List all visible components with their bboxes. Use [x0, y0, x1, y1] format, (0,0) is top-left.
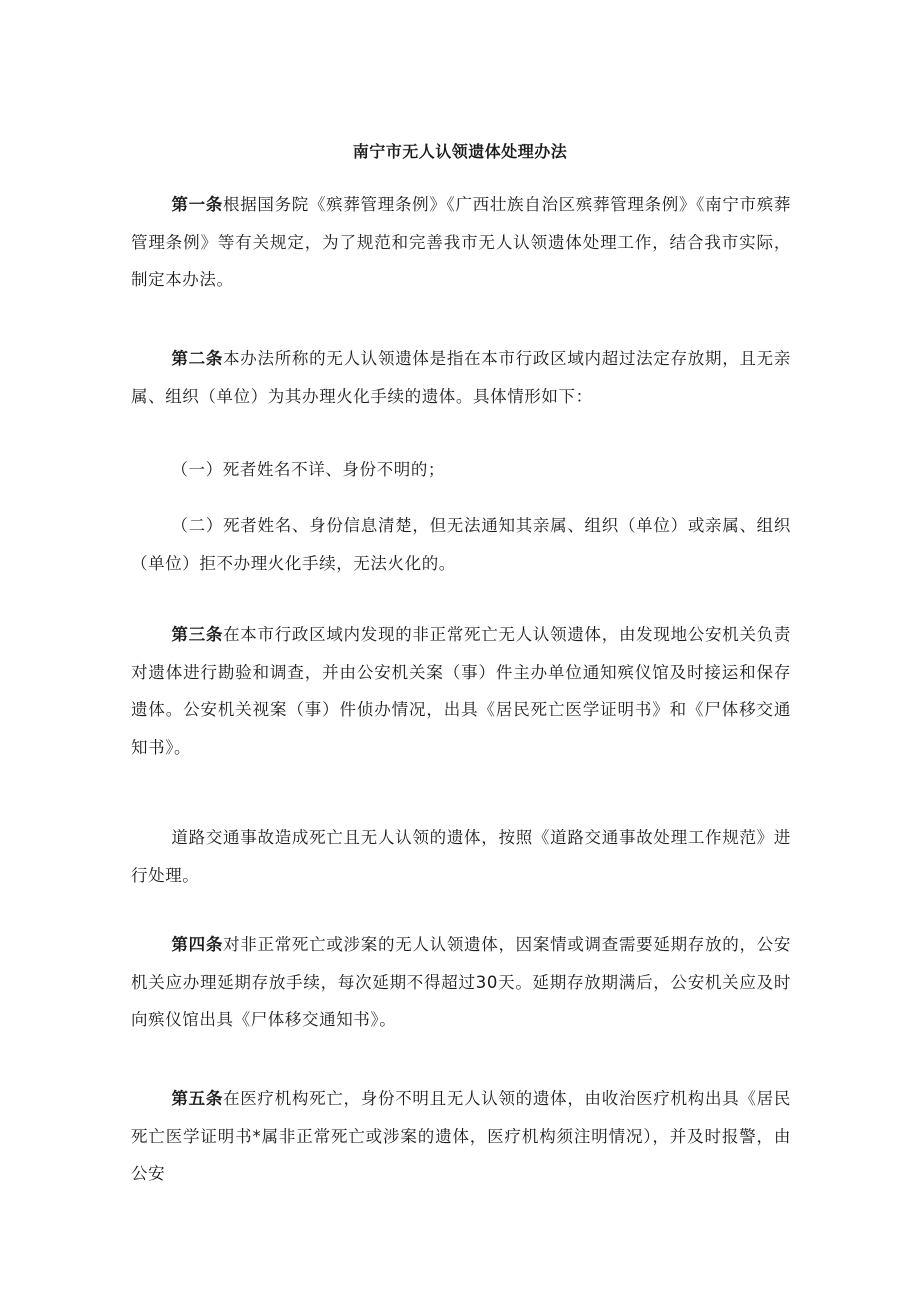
article-4-paragraph [131, 926, 791, 1039]
article-5-text: 在医疗机构死亡，身份不明且无人认领的遗体，由收治医疗机构出具《居民死亡医学证明书*属非正常死亡或涉案的遗体，医疗机构须注明情况），并及时报警，由公安 [131, 1089, 791, 1183]
article-3-label: 第三条 [171, 625, 224, 644]
article-2-label: 第二条 [171, 349, 224, 368]
article-4-text: 对非正常死亡或涉案的无人认领遗体，因案情或调查需要延期存放的，公安机关应办理延期存放手续，每次延期不得超过30天。延期存放期满后，公安机关应及时向殡仪馆出具《尸体移交通知书》。 [131, 935, 791, 1029]
article-1-text: 根据国务院《殡葬管理条例》《广西壮族自治区殡葬管理条例》《南宁市殡葬管理条例》等有关规定，为了规范和完善我市无人认领遗体处理工作，结合我市实际，制定本办法。 [131, 195, 791, 289]
article-1-paragraph [131, 186, 791, 299]
article-2-item-2 [131, 507, 791, 582]
article-2-paragraph [131, 340, 791, 415]
article-2-item-1 [131, 451, 791, 489]
article-4-label: 第四条 [171, 935, 224, 954]
document-title: 南宁市无人认领遗体处理办法 [352, 142, 568, 161]
article-5-paragraph [131, 1080, 791, 1193]
article-5-label: 第五条 [171, 1089, 224, 1108]
article-3-text: 在本市行政区域内发现的非正常死亡无人认领遗体，由发现地公安机关负责对遗体进行勘验和调查，并由公安机关案（事）件主办单位通知殡仪馆及时接运和保存遗体。公安机关视案（事）件侦办情况，出具《居民死亡医学证明书》和《尸体移交通知书》。 [131, 625, 791, 757]
article-2-item-2-text: （二）死者姓名、身份信息清楚，但无法通知其亲属、组织（单位）或亲属、组织（单位）拒不办理火化手续，无法火化的。 [131, 516, 791, 573]
article-3-paragraph [131, 616, 791, 766]
article-2-item-1-text: （一）死者姓名不详、身份不明的； [171, 460, 446, 479]
article-3-supplement-text: 道路交通事故造成死亡且无人认领的遗体，按照《道路交通事故处理工作规范》进行处理。 [131, 828, 791, 885]
article-1-label: 第一条 [171, 195, 224, 214]
article-2-text: 本办法所称的无人认领遗体是指在本市行政区域内超过法定存放期，且无亲属、组织（单位）为其办理火化手续的遗体。具体情形如下： [131, 349, 791, 406]
article-3-supplement [131, 819, 791, 894]
